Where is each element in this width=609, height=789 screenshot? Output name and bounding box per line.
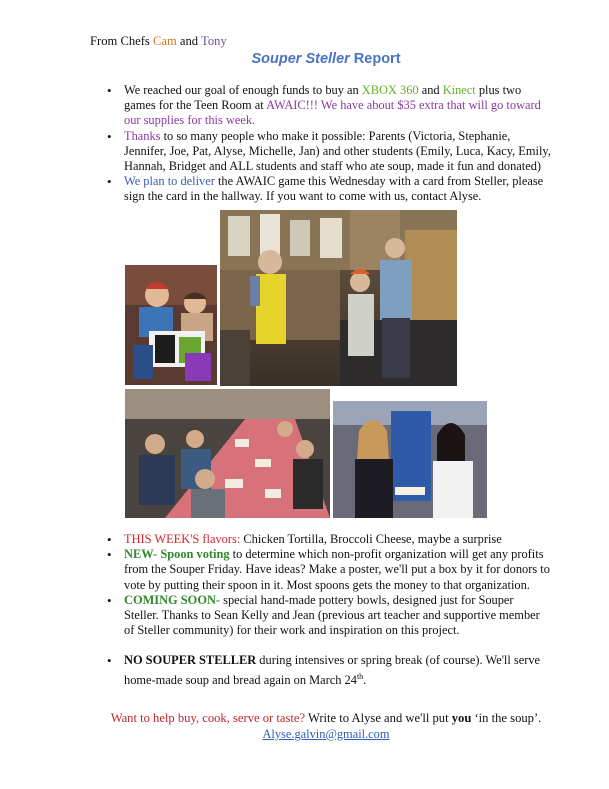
bullet-text: . [363, 672, 367, 687]
deliver-lead: We plan to deliver [124, 174, 215, 189]
bottom-bullet-list [106, 532, 551, 688]
bullet-coming-soon [106, 593, 551, 639]
bullet-text: We reached our goal of enough funds to buy an [124, 83, 362, 97]
bullet-text: to so many people who make it possible: Parents (Victoria, Stephanie, Jennifer, Joe, Pat, Alyse, Michelle, Jan) and other students (Emily, Luca, Kacy, Emily, Hannah, Bridget and ALL students and staff who ate soup, made it fun and donated) [124, 128, 551, 174]
footer-in-the-soup: ‘in the soup’. [471, 711, 542, 725]
chef-cam: Cam [152, 34, 177, 48]
bullet-spoon-voting [106, 547, 551, 593]
coming-soon-lead: COMING SOON- [124, 592, 221, 607]
xbox-text: XBOX 360 [361, 83, 419, 97]
chef-tony: Tony [201, 34, 227, 48]
bullet-text: and [418, 83, 443, 97]
page-title [0, 51, 609, 67]
spoon-voting-lead: NEW- Spoon voting [124, 547, 230, 562]
photo-girls-serving [333, 401, 487, 518]
photo-xbox-boys [125, 265, 217, 385]
photo-soup-tables [125, 389, 330, 518]
title-report: Report [349, 51, 401, 67]
email-link[interactable]: Alyse.galvin@gmail.com [262, 727, 390, 741]
footer-write: Write to Alyse and we'll put [307, 711, 452, 725]
photo-kitchen [220, 210, 457, 386]
bullet-deliver [106, 174, 551, 204]
thanks-lead: Thanks [124, 128, 161, 143]
bullet-flavors [106, 532, 551, 547]
bullet-thanks [106, 129, 551, 175]
footer-you: you [451, 711, 472, 725]
awaic-text: AWAIC!!! We have about $35 extra that will go toward our supplies for this week. [124, 98, 541, 128]
kinect-text: Kinect [442, 83, 476, 97]
from-and: and [176, 34, 202, 48]
footer-email [0, 727, 609, 742]
bullet-no-souper [106, 653, 551, 688]
bullet-text: during intensives or spring break (of course). We'll serve home-made soup and bread again on March 24 [124, 653, 541, 687]
title-souper-steller: Souper Steller [251, 51, 350, 67]
bullet-text: the AWAIC game this Wednesday with a card from Steller, please sign the card in the hallway. If you want to come with us, contact Alyse. [124, 174, 544, 204]
footer-question: Want to help buy, cook, serve or taste? [110, 711, 308, 725]
bullet-text: Chicken Tortilla, Broccoli Cheese, maybe a surprise [240, 532, 502, 546]
top-bullet-list [106, 83, 551, 205]
bullet-funds [106, 83, 551, 129]
bullet-text: special hand-made pottery bowls, designed just for Souper Steller. Thanks to Sean Kelly and Jean (previous art teacher and supportive member of Steller community) for their work and inspiration on this project. [124, 592, 540, 638]
from-prefix: From Chefs [90, 34, 153, 48]
date-suffix: th [356, 671, 364, 681]
bullet-text: plus two games for the Teen Room at [124, 83, 522, 113]
from-line [90, 34, 227, 49]
flavors-lead: THIS WEEK'S flavors: [124, 532, 241, 546]
no-souper-lead: NO SOUPER STELLER [124, 653, 257, 668]
bullet-text: to determine which non-profit organization will get any profits from the Souper Friday. Have ideas? Make a poster, we'll put a box by it for donors to vote by putting their spoon in it. Most spoons gets the money to that organization. [124, 547, 550, 592]
footer-call-to-action [0, 711, 609, 726]
